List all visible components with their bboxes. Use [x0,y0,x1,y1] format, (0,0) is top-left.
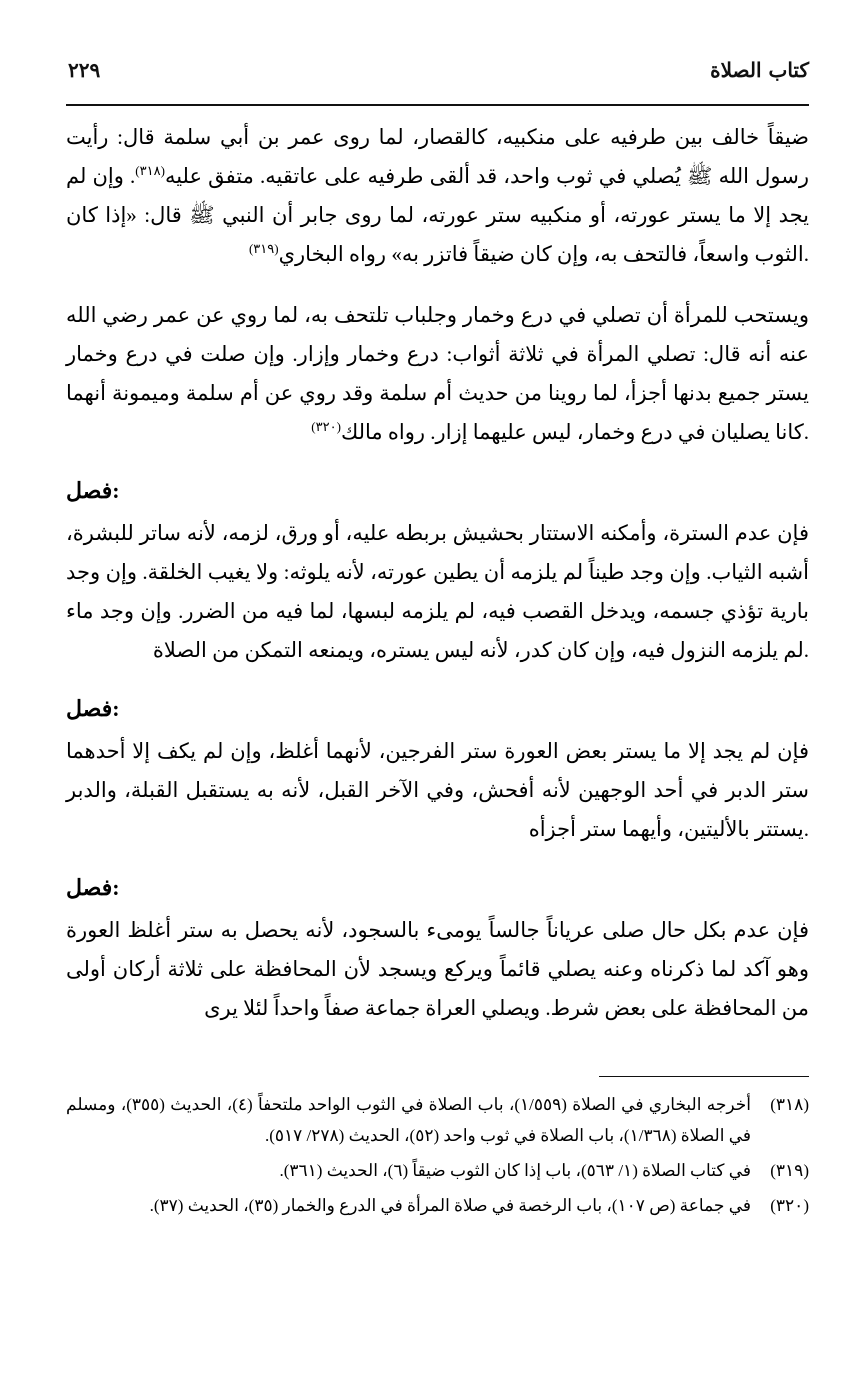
footnote-number: (٣١٩) [770,1161,809,1180]
running-header [66,44,809,94]
footnote-text: أخرجه البخاري في الصلاة (١/٥٥٩)، باب الصلاة في الثوب الواحد ملتحفاً (٤)، الحديث (٣٥٥)، ومسلم في الصلاة (١/٣٦٨)، باب الصلاة في ثوب واحد (٥٢)، الحديث (٢٧٨/ ٥١٧). [66,1095,751,1145]
paragraph-2-text: ويستحب للمرأة أن تصلي في درع وخمار وجلباب تلتحف به، لما روي عن عمر رضي الله عنه أنه قال: تصلي المرأة في ثلاثة أثواب: درع وخمار وإزار. وإن صلت في درع وخمار يستر جميع بدنها أجزأ، لما روينا من حديث أم سلمة وقد روي عن أم سلمة وميمونة أنهما كانا يصليان في درع وخمار، ليس عليهما إزار. رواه مالك [66,303,809,444]
paragraph-1-end: . [803,242,809,266]
footnote-ref-320[interactable]: (٣٢٠) [311,419,341,434]
footnote-number: (٣١٨) [770,1095,809,1114]
section-heading-3: فصل: [66,875,120,900]
section-heading-2: فصل: [66,696,120,721]
section-heading-1: فصل: [66,478,120,503]
page-number: ٢٢٩ [68,58,101,82]
paragraph-1-continuation: . وإن لم يجد إلا ما يستر عورته، أو منكبيه ستر عورته، لما روى جابر أن النبي ﷺ قال: «إذا كان الثوب واسعاً، فالتحف به، وإن كان ضيقاً فاتزر به» رواه البخاري [66,164,809,266]
footnote-ref-319[interactable]: (٣١٩) [248,241,279,256]
header-rule [66,104,809,106]
paragraph-1 [66,118,809,274]
footnote-ref-318[interactable]: (٣١٨) [135,163,165,178]
paragraph-2-end: . [803,420,809,444]
paragraph-2 [66,296,809,452]
paragraph-4: فإن لم يجد إلا ما يستر بعض العورة ستر الفرجين، لأنهما أغلظ، وإن لم يكف إلا أحدهما ستر الدبر في أحد الوجهين لأنه أفحش، وفي الآخر القبل، لأنه به يستقبل القبلة، والدبر يستتر بالأليتين، وأيهما ستر أجزأه. [66,739,809,841]
paragraph-1-text: ضيقاً خالف بين طرفيه على منكبيه، كالقصار، لما روى عمر بن أبي سلمة قال: رأيت رسول الله ﷺ يُصلي في ثوب واحد، قد ألقى طرفيه على عاتقيه. متفق عليه [66,125,809,188]
footnote-number: (٣٢٠) [770,1196,809,1215]
footnote-320 [66,1190,809,1221]
paragraph-5: فإن عدم بكل حال صلى عرياناً جالساً يومىء بالسجود، لأنه يحصل به ستر أغلظ العورة وهو آكد لما ذكرناه وعنه يصلي قائماً ويركع ويسجد لأن المحافظة على ثلاثة أركان أولى من المحافظة على بعض شرط. ويصلي العراة جماعة صفاً واحداً لئلا يرى [66,918,809,1020]
main-text [66,118,809,1028]
footnote-text: في جماعة (ص ١٠٧)، باب الرخصة في صلاة المرأة في الدرع والخمار (٣٥)، الحديث (٣٧). [149,1196,751,1215]
footnote-separator [599,1076,809,1077]
footnote-319 [66,1155,809,1186]
footnote-318 [66,1089,809,1151]
footnotes [66,1076,809,1225]
book-title: كتاب الصلاة [710,58,809,82]
paragraph-3: فإن عدم السترة، وأمكنه الاستتار بحشيش بربطه عليه، أو ورق، لزمه، لأنه ساتر للبشرة، أشبه الثياب. وإن وجد طيناً لم يلزمه أن يطين عورته، لأنه يلوثه: ولا يغيب الخلقة. وإن وجد بارية تؤذي جسمه، ويدخل القصب فيه، لم يلزمه لبسها، لما فيه من الضرر. وإن وجد ماء لم يلزمه النزول فيه، وإن كان كدر، لأنه ليس يستره، ويمنعه التمكن من الصلاة. [66,521,809,662]
footnote-text: في كتاب الصلاة (١/ ٥٦٣)، باب إذا كان الثوب ضيقاً (٦)، الحديث (٣٦١). [279,1161,751,1180]
